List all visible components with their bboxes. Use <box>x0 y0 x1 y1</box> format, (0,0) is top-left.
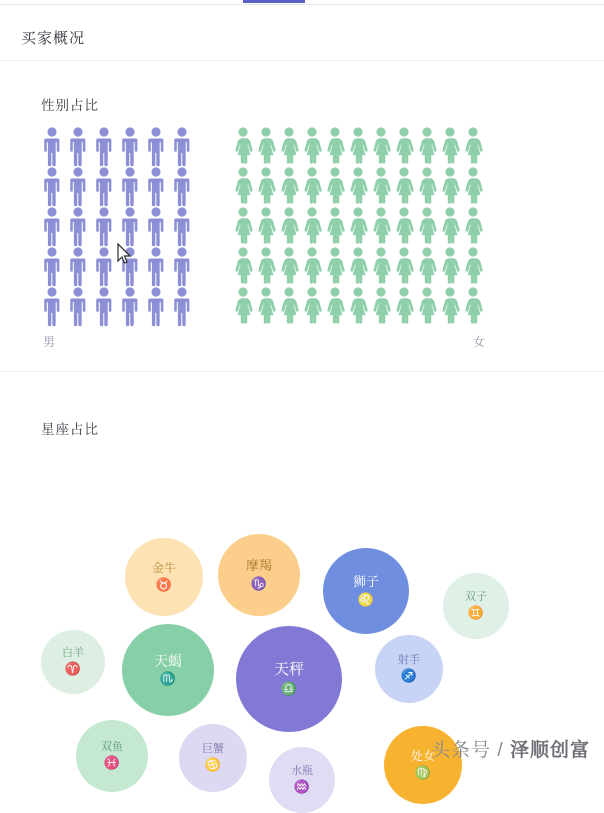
zodiac-symbol-icon: ♉ <box>155 576 173 592</box>
male-figure-icon <box>145 126 167 166</box>
female-figure-icon <box>255 286 277 326</box>
zodiac-symbol-icon: ♐ <box>400 668 418 684</box>
female-figure-icon <box>324 286 346 326</box>
active-tab-indicator[interactable] <box>243 0 305 3</box>
female-figure-icon <box>255 166 277 206</box>
zodiac-bubble[interactable] <box>236 626 342 732</box>
zodiac-bubble[interactable] <box>375 635 443 703</box>
zodiac-bubble[interactable] <box>179 724 247 792</box>
zodiac-bubble-label: 双鱼 <box>101 740 123 753</box>
female-figure-icon <box>370 126 392 166</box>
female-figure-icon <box>439 166 461 206</box>
zodiac-bubble-label: 射手 <box>398 653 420 666</box>
watermark-brand: 头条号 / <box>431 740 510 761</box>
female-figure-icon <box>232 286 254 326</box>
female-figure-icon <box>301 246 323 286</box>
male-figure-icon <box>145 166 167 206</box>
page-title: 买家概况 <box>21 30 86 47</box>
female-figure-icon <box>393 246 415 286</box>
male-figure-icon <box>145 246 167 286</box>
male-figure-icon <box>67 206 89 246</box>
zodiac-section <box>0 373 604 795</box>
male-figure-icon <box>119 286 141 326</box>
female-figure-icon <box>347 126 369 166</box>
female-figure-icon <box>278 206 300 246</box>
female-figure-icon <box>278 286 300 326</box>
zodiac-bubble-label: 天蝎 <box>154 652 182 669</box>
female-figure-icon <box>255 246 277 286</box>
zodiac-bubble-label: 水瓶 <box>291 764 313 777</box>
female-figure-icon <box>393 286 415 326</box>
zodiac-symbol-icon: ♓ <box>103 755 121 771</box>
zodiac-bubble-label: 摩羯 <box>245 558 272 574</box>
zodiac-bubble-label: 白羊 <box>62 646 84 659</box>
male-figure-icon <box>67 166 89 206</box>
female-figure-icon <box>232 206 254 246</box>
zodiac-symbol-icon: ♌ <box>357 591 375 607</box>
male-figure-icon <box>67 286 89 326</box>
female-figure-icon <box>439 206 461 246</box>
watermark-account: 泽顺创富 <box>509 740 590 761</box>
gender-pictogram-chart <box>0 126 604 326</box>
female-figure-icon <box>324 206 346 246</box>
female-figure-icon <box>462 126 484 166</box>
female-figure-icon <box>301 166 323 206</box>
female-figure-icon <box>370 206 392 246</box>
female-figure-icon <box>370 286 392 326</box>
male-figure-icon <box>171 286 193 326</box>
female-figure-icon <box>232 126 254 166</box>
male-figure-icon <box>119 206 141 246</box>
zodiac-bubble-label: 狮子 <box>352 574 379 590</box>
female-figure-icon <box>439 246 461 286</box>
female-figure-icon <box>232 246 254 286</box>
female-figure-icon <box>324 246 346 286</box>
zodiac-symbol-icon: ♍ <box>414 764 432 780</box>
male-figure-icon <box>93 246 115 286</box>
female-figure-icon <box>462 246 484 286</box>
female-figure-icon <box>393 206 415 246</box>
zodiac-bubble[interactable] <box>269 747 335 813</box>
female-figure-icon <box>347 166 369 206</box>
female-figure-icon <box>370 166 392 206</box>
male-figure-icon <box>93 126 115 166</box>
female-figure-icon <box>232 166 254 206</box>
zodiac-bubble[interactable] <box>323 548 409 634</box>
zodiac-symbol-icon: ♒ <box>293 779 311 795</box>
zodiac-section-title: 星座占比 <box>41 422 99 437</box>
zodiac-bubble[interactable] <box>122 624 214 716</box>
zodiac-symbol-icon: ♏ <box>159 671 177 687</box>
male-figure-icon <box>93 206 115 246</box>
female-figure-icon <box>370 246 392 286</box>
zodiac-symbol-icon: ♈ <box>64 661 82 677</box>
zodiac-bubble-label: 金牛 <box>151 560 176 575</box>
female-figure-icon <box>393 166 415 206</box>
zodiac-symbol-icon: ♋ <box>204 757 222 773</box>
female-figure-icon <box>347 246 369 286</box>
zodiac-bubble-label: 天秤 <box>273 661 304 678</box>
zodiac-bubble-label: 处女 <box>410 748 435 763</box>
male-figure-icon <box>93 166 115 206</box>
female-figure-icon <box>301 286 323 326</box>
male-figure-icon <box>67 246 89 286</box>
female-figure-icon <box>255 126 277 166</box>
male-label: 男 <box>43 335 56 349</box>
female-figure-icon <box>324 126 346 166</box>
female-figure-icon <box>347 206 369 246</box>
male-figure-icon <box>171 126 193 166</box>
gender-section <box>0 62 604 372</box>
female-figure-icon <box>393 126 415 166</box>
male-figure-icon <box>41 166 63 206</box>
male-figure-icon <box>171 246 193 286</box>
female-figure-icon <box>462 206 484 246</box>
female-figure-icon <box>324 166 346 206</box>
zodiac-symbol-icon: ♎ <box>280 680 298 696</box>
zodiac-symbol-icon: ♑ <box>250 575 268 591</box>
male-figure-icon <box>119 126 141 166</box>
gender-section-title: 性别占比 <box>41 98 99 113</box>
female-figure-icon <box>416 126 438 166</box>
female-figure-icon <box>347 286 369 326</box>
female-figure-icon <box>278 166 300 206</box>
female-figure-icon <box>278 246 300 286</box>
male-figure-icon <box>119 246 141 286</box>
female-figure-icon <box>416 166 438 206</box>
female-figure-icon <box>301 206 323 246</box>
male-figure-icon <box>41 206 63 246</box>
female-figure-icon <box>255 206 277 246</box>
male-figure-icon <box>145 286 167 326</box>
female-figure-icon <box>462 286 484 326</box>
male-figure-icon <box>93 286 115 326</box>
female-figure-icon <box>416 286 438 326</box>
zodiac-bubble[interactable] <box>218 534 300 616</box>
male-figure-icon <box>41 246 63 286</box>
male-figure-icon <box>171 206 193 246</box>
female-pictogram-group <box>232 126 484 326</box>
female-figure-icon <box>301 126 323 166</box>
zodiac-bubble[interactable] <box>443 573 509 639</box>
male-figure-icon <box>119 166 141 206</box>
male-figure-icon <box>67 126 89 166</box>
zodiac-bubble[interactable] <box>41 630 105 694</box>
female-figure-icon <box>439 286 461 326</box>
female-figure-icon <box>462 166 484 206</box>
male-figure-icon <box>171 166 193 206</box>
female-figure-icon <box>416 206 438 246</box>
female-figure-icon <box>278 126 300 166</box>
male-figure-icon <box>41 126 63 166</box>
zodiac-bubble-label: 双子 <box>465 590 487 603</box>
female-label: 女 <box>473 335 486 349</box>
male-figure-icon <box>145 206 167 246</box>
female-figure-icon <box>439 126 461 166</box>
male-figure-icon <box>41 286 63 326</box>
zodiac-bubble[interactable] <box>76 720 148 792</box>
zodiac-bubble-label: 巨蟹 <box>202 742 224 755</box>
male-pictogram-group <box>41 126 193 326</box>
zodiac-symbol-icon: ♊ <box>467 605 485 621</box>
female-figure-icon <box>416 246 438 286</box>
page-header <box>0 5 604 61</box>
zodiac-bubble[interactable] <box>125 538 203 616</box>
watermark <box>431 735 590 762</box>
